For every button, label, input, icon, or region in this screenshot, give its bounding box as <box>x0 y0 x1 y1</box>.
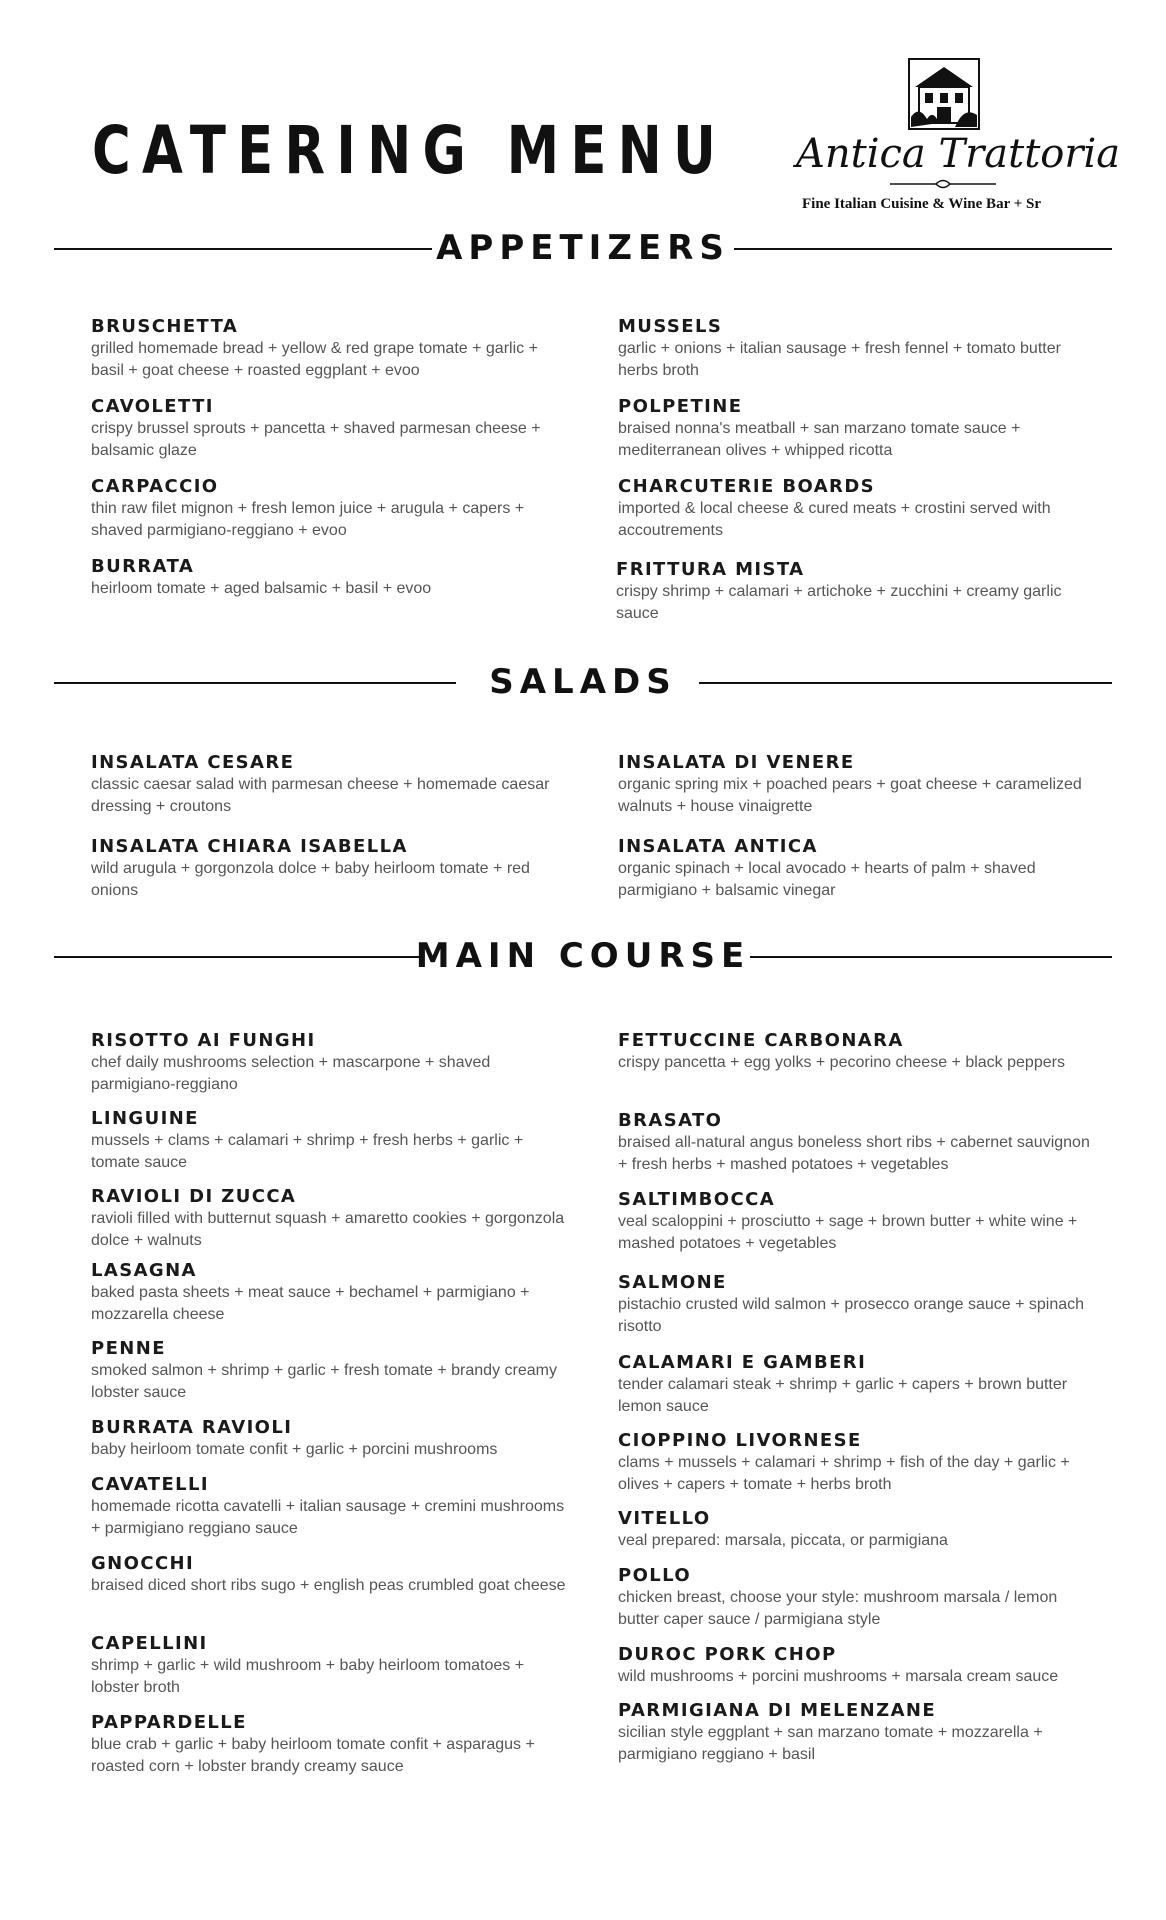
menu-item <box>91 836 571 902</box>
menu-item <box>618 316 1098 382</box>
item-description: heirloom tomate + aged balsamic + basil + evoo <box>91 580 432 597</box>
building-icon <box>907 57 981 131</box>
page-title: CATERING MENU <box>92 112 728 189</box>
item-name: PENNE <box>91 1338 166 1359</box>
item-description: braised nonna's meatball + san marzano tomate sauce + mediterranean olives + whipped ricotta <box>618 420 1021 459</box>
item-name: RISOTTO AI FUNGHI <box>91 1030 316 1051</box>
item-name: CAVOLETTI <box>91 396 214 417</box>
item-description: mussels + clams + calamari + shrimp + fresh herbs + garlic + tomate sauce <box>91 1132 524 1171</box>
menu-item <box>91 556 571 600</box>
item-description: blue crab + garlic + baby heirloom tomate confit + asparagus + roasted corn + lobster brandy creamy sauce <box>91 1736 535 1775</box>
menu-item <box>91 1260 571 1326</box>
item-description: chicken breast, choose your style: mushroom marsala / lemon butter caper sauce / parmigiana style <box>618 1589 1058 1628</box>
item-description: homemade ricotta cavatelli + italian sausage + cremini mushrooms + parmigiano reggiano sauce <box>91 1498 565 1537</box>
item-name: GNOCCHI <box>91 1553 195 1574</box>
menu-item <box>618 1030 1098 1074</box>
item-name: BRUSCHETTA <box>91 316 239 337</box>
logo-script: Antica Trattoria <box>796 131 1121 177</box>
item-name: SALMONE <box>618 1272 727 1293</box>
item-name: INSALATA CESARE <box>91 752 295 773</box>
menu-item <box>91 1338 571 1404</box>
menu-item <box>91 476 571 542</box>
item-name: CHARCUTERIE BOARDS <box>618 476 876 497</box>
item-description: shrimp + garlic + wild mushroom + baby heirloom tomatoes + lobster broth <box>91 1657 525 1696</box>
flourish-icon <box>888 177 998 191</box>
item-description: crispy brussel sprouts + pancetta + shaved parmesan cheese + balsamic glaze <box>91 420 541 459</box>
menu-item <box>618 396 1098 462</box>
item-name: BRASATO <box>618 1110 723 1131</box>
item-description: chef daily mushrooms selection + mascarpone + shaved parmigiano-reggiano <box>91 1054 491 1093</box>
item-name: SALTIMBOCCA <box>618 1189 776 1210</box>
item-name: LASAGNA <box>91 1260 197 1281</box>
menu-item <box>618 1700 1098 1766</box>
item-description: baked pasta sheets + meat sauce + bechamel + parmigiano + mozzarella cheese <box>91 1284 530 1323</box>
item-name: DUROC PORK CHOP <box>618 1644 837 1665</box>
item-description: tender calamari steak + shrimp + garlic + capers + brown butter lemon sauce <box>618 1376 1068 1415</box>
item-name: INSALATA CHIARA ISABELLA <box>91 836 408 857</box>
menu-item <box>91 1186 571 1252</box>
item-name: PAPPARDELLE <box>91 1712 247 1733</box>
item-description: sicilian style eggplant + san marzano tomate + mozzarella + parmigiano reggiano + basil <box>618 1724 1043 1763</box>
section-title-appetizers: APPETIZERS <box>436 228 730 268</box>
menu-item <box>616 559 1096 625</box>
menu-item <box>618 1352 1098 1418</box>
section-header-main-course <box>54 936 1112 976</box>
menu-item <box>91 1417 571 1461</box>
item-name: CIOPPINO LIVORNESE <box>618 1430 862 1451</box>
menu-item <box>91 1030 571 1096</box>
menu-item <box>91 752 571 818</box>
item-name: BURRATA <box>91 556 195 577</box>
item-description: wild mushrooms + porcini mushrooms + marsala cream sauce <box>618 1668 1059 1685</box>
item-name: RAVIOLI DI ZUCCA <box>91 1186 297 1207</box>
item-description: garlic + onions + italian sausage + fresh fennel + tomato butter herbs broth <box>618 340 1061 379</box>
item-name: FETTUCCINE CARBONARA <box>618 1030 904 1051</box>
menu-item <box>618 1110 1098 1176</box>
section-title-salads: SALADS <box>489 662 677 702</box>
menu-item <box>91 1633 571 1699</box>
item-name: CAVATELLI <box>91 1474 209 1495</box>
item-name: PARMIGIANA DI MELENZANE <box>618 1700 937 1721</box>
item-name: BURRATA RAVIOLI <box>91 1417 293 1438</box>
item-name: POLLO <box>618 1565 692 1586</box>
item-description: braised diced short ribs sugo + english peas crumbled goat cheese <box>91 1577 566 1594</box>
item-name: VITELLO <box>618 1508 711 1529</box>
item-description: imported & local cheese & cured meats + crostini served with accoutrements <box>618 500 1051 539</box>
item-description: grilled homemade bread + yellow & red grape tomate + garlic + basil + goat cheese + roasted eggplant + evoo <box>91 340 538 379</box>
menu-item <box>618 476 1098 542</box>
restaurant-logo <box>790 52 1121 222</box>
item-name: CARPACCIO <box>91 476 219 497</box>
item-name: CAPELLINI <box>91 1633 208 1654</box>
menu-item <box>91 1474 571 1540</box>
item-description: organic spring mix + poached pears + goat cheese + caramelized walnuts + house vinaigrette <box>618 776 1082 815</box>
section-title-main-course: MAIN COURSE <box>415 936 751 976</box>
menu-item <box>618 1565 1098 1631</box>
menu-item <box>618 836 1098 902</box>
item-description: thin raw filet mignon + fresh lemon juice + arugula + capers + shaved parmigiano-reggiano + evoo <box>91 500 525 539</box>
menu-item <box>91 396 571 462</box>
item-name: POLPETINE <box>618 396 743 417</box>
item-description: smoked salmon + shrimp + garlic + fresh tomate + brandy creamy lobster sauce <box>91 1362 557 1401</box>
item-name: CALAMARI E GAMBERI <box>618 1352 867 1373</box>
menu-item <box>618 1189 1098 1255</box>
item-name: INSALATA DI VENERE <box>618 752 855 773</box>
item-description: crispy pancetta + egg yolks + pecorino cheese + black peppers <box>618 1054 1065 1071</box>
item-description: clams + mussels + calamari + shrimp + fish of the day + garlic + olives + capers + tomate + herbs broth <box>618 1454 1070 1493</box>
item-name: MUSSELS <box>618 316 723 337</box>
section-header-salads <box>54 662 1112 702</box>
item-description: crispy shrimp + calamari + artichoke + zucchini + creamy garlic sauce <box>616 583 1062 622</box>
menu-item <box>91 1108 571 1174</box>
menu-item <box>618 1272 1098 1338</box>
item-name: FRITTURA MISTA <box>616 559 805 580</box>
menu-item <box>618 1508 1098 1552</box>
menu-item <box>91 1553 571 1597</box>
menu-item <box>618 1644 1098 1688</box>
item-name: LINGUINE <box>91 1108 199 1129</box>
item-description: pistachio crusted wild salmon + prosecco orange sauce + spinach risotto <box>618 1296 1085 1335</box>
menu-item <box>618 752 1098 818</box>
item-description: organic spinach + local avocado + hearts of palm + shaved parmigiano + balsamic vinegar <box>618 860 1036 899</box>
item-description: classic caesar salad with parmesan cheese + homemade caesar dressing + croutons <box>91 776 550 815</box>
logo-tagline: Fine Italian Cuisine & Wine Bar + Sr <box>802 196 1041 212</box>
menu-item <box>618 1430 1098 1496</box>
menu-item <box>91 1712 571 1778</box>
item-description: veal prepared: marsala, piccata, or parmigiana <box>618 1532 948 1549</box>
item-description: baby heirloom tomate confit + garlic + porcini mushrooms <box>91 1441 498 1458</box>
item-description: wild arugula + gorgonzola dolce + baby heirloom tomate + red onions <box>91 860 530 899</box>
item-name: INSALATA ANTICA <box>618 836 818 857</box>
item-description: braised all-natural angus boneless short ribs + cabernet sauvignon + fresh herbs + mashed potatoes + vegetables <box>618 1134 1090 1173</box>
item-description: veal scaloppini + prosciutto + sage + brown butter + white wine + mashed potatoes + vegetables <box>618 1213 1078 1252</box>
section-header-appetizers <box>54 228 1112 268</box>
menu-item <box>91 316 571 382</box>
item-description: ravioli filled with butternut squash + amaretto cookies + gorgonzola dolce + walnuts <box>91 1210 565 1249</box>
